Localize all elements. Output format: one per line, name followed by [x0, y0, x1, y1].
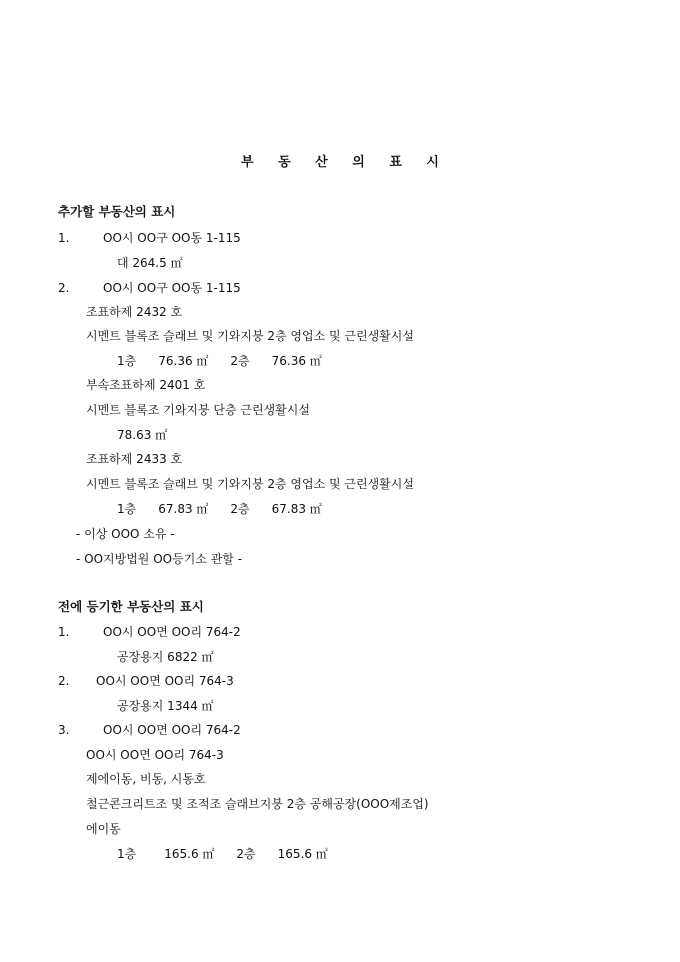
owner-note: - 이상 OOO 소유 - [76, 527, 175, 541]
building3-floor2-label: 2층 [230, 502, 250, 516]
section1-heading: 추가할 부동산의 표시 [58, 204, 176, 219]
wing-floor1-area: 165.6 ㎡ [164, 847, 215, 861]
section1-item1-land: 대 264.5 ㎡ [117, 256, 183, 270]
building3-description: 시멘트 블록조 슬래브 및 기와지붕 2층 영업소 및 근린생활시설 [86, 477, 414, 491]
building1-floor-areas [117, 353, 322, 369]
building1-floor1-label: 1층 [117, 354, 137, 368]
building1-number: 조표하제 2432 호 [86, 305, 183, 319]
section2-item3-address2: OO시 OO면 OO리 764-3 [86, 748, 224, 762]
section1-item2-number: 2. [58, 281, 70, 295]
section2-item1-land: 공장용지 6822 ㎡ [117, 650, 214, 664]
section2-item3-number: 3. [58, 723, 70, 737]
section2-item2-address: OO시 OO면 OO리 764-3 [96, 674, 234, 688]
building3-number: 조표하제 2433 호 [86, 452, 183, 466]
section2-item3-floor-areas [117, 846, 328, 862]
building3-floor2-area: 67.83 ㎡ [271, 502, 322, 516]
section2-item3-wing: 에이동 [86, 822, 121, 836]
wing-floor1-label: 1층 [117, 847, 137, 861]
section2-item1-number: 1. [58, 625, 70, 639]
jurisdiction-note: - OO지방법원 OO등기소 관할 - [76, 552, 243, 566]
building1-floor1-area: 76.36 ㎡ [158, 354, 209, 368]
page-title: 부 동 산 의 표 시 [241, 155, 439, 170]
section2-item1-address: OO시 OO면 OO리 764-2 [103, 625, 241, 639]
wing-floor2-area: 165.6 ㎡ [277, 847, 328, 861]
building3-floor-areas [117, 501, 322, 517]
section2-item2-number: 2. [58, 674, 70, 688]
section2-item3-description: 철근콘크리트조 및 조적조 슬래브지붕 2층 공해공장(OOO제조업) [86, 797, 429, 811]
building2-description: 시멘트 블록조 기와지붕 단층 근린생활시설 [86, 403, 310, 417]
building1-description: 시멘트 블록조 슬래브 및 기와지붕 2층 영업소 및 근린생활시설 [86, 329, 414, 343]
building2-area: 78.63 ㎡ [117, 428, 168, 442]
wing-floor2-label: 2층 [236, 847, 256, 861]
building2-number: 부속조표하제 2401 호 [86, 378, 206, 392]
section1-item1-number: 1. [58, 231, 70, 245]
section1-item1-address: OO시 OO구 OO동 1-115 [103, 231, 241, 245]
section2-item3-buildings: 제에이동, 비동, 시동호 [86, 772, 206, 786]
building1-floor2-label: 2층 [230, 354, 250, 368]
section1-item2-address: OO시 OO구 OO동 1-115 [103, 281, 241, 295]
building3-floor1-area: 67.83 ㎡ [158, 502, 209, 516]
building3-floor1-label: 1층 [117, 502, 137, 516]
building1-floor2-area: 76.36 ㎡ [271, 354, 322, 368]
section2-heading: 전에 등기한 부동산의 표시 [58, 599, 204, 614]
section2-item3-address: OO시 OO면 OO리 764-2 [103, 723, 241, 737]
section2-item2-land: 공장용지 1344 ㎡ [117, 699, 214, 713]
